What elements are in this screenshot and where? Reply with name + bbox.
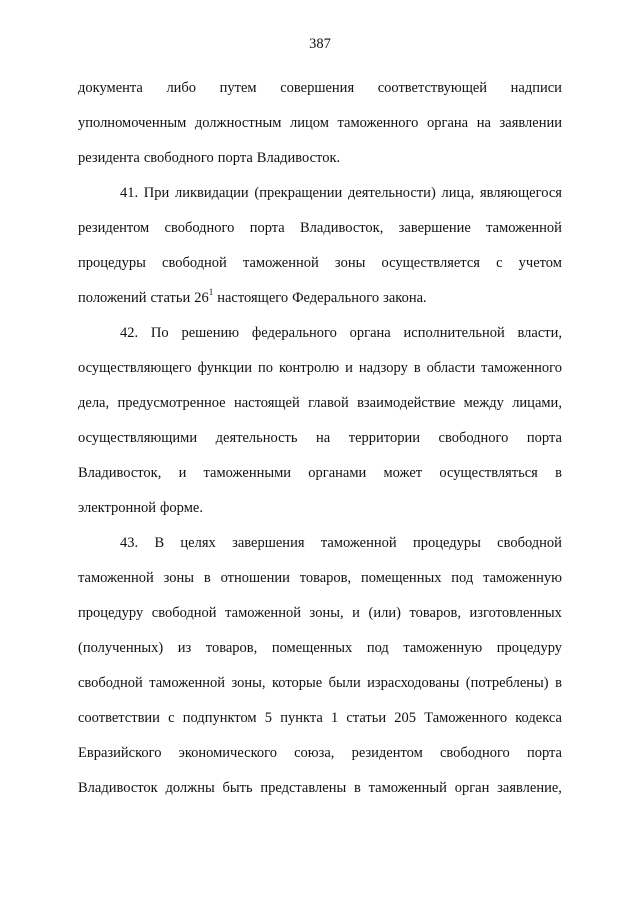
text-line: Владивосток, и таможенными органами может осуществляться в (78, 465, 562, 481)
text-line: резидента свободного порта Владивосток. (78, 150, 341, 166)
page-number: 387 (309, 36, 331, 52)
text-line: положений статьи $26^1$ настоящего Федерального закона. (78, 287, 427, 306)
text-line: электронной форме. (78, 500, 203, 516)
text-line: 41. При ликвидации (прекращении деятельности) лица, являющегося (120, 185, 562, 201)
text-line: соответствии с подпунктом 5 пункта 1 статьи 205 Таможенного кодекса (78, 710, 562, 726)
text-line: процедуры свободной таможенной зоны осуществляется с учетом (78, 255, 562, 271)
text-line: дела, предусмотренное настоящей главой взаимодействие между лицами, (78, 395, 562, 411)
text-line: документа либо путем совершения соответствующей надписи (78, 80, 562, 96)
text-line: таможенной зоны в отношении товаров, помещенных под таможенную (78, 570, 562, 586)
text-line: резидентом свободного порта Владивосток, завершение таможенной (78, 220, 562, 236)
text-line: уполномоченным должностным лицом таможенного органа на заявлении (78, 115, 562, 131)
text-line: осуществляющими деятельность на территории свободного порта (78, 430, 562, 446)
text-line: 42. По решению федерального органа исполнительной власти, (120, 325, 562, 341)
text-line: осуществляющего функции по контролю и надзору в области таможенного (78, 360, 562, 376)
text-line: (полученных) из товаров, помещенных под таможенную процедуру (78, 640, 562, 656)
text-line: 43. В целях завершения таможенной процедуры свободной (120, 535, 562, 551)
text-line: Евразийского экономического союза, резидентом свободного порта (78, 745, 562, 761)
text-line: свободной таможенной зоны, которые были израсходованы (потреблены) в (78, 675, 562, 691)
text-line: процедуру свободной таможенной зоны, и (или) товаров, изготовленных (78, 605, 562, 621)
text-line: Владивосток должны быть представлены в таможенный орган заявление, (78, 780, 562, 796)
